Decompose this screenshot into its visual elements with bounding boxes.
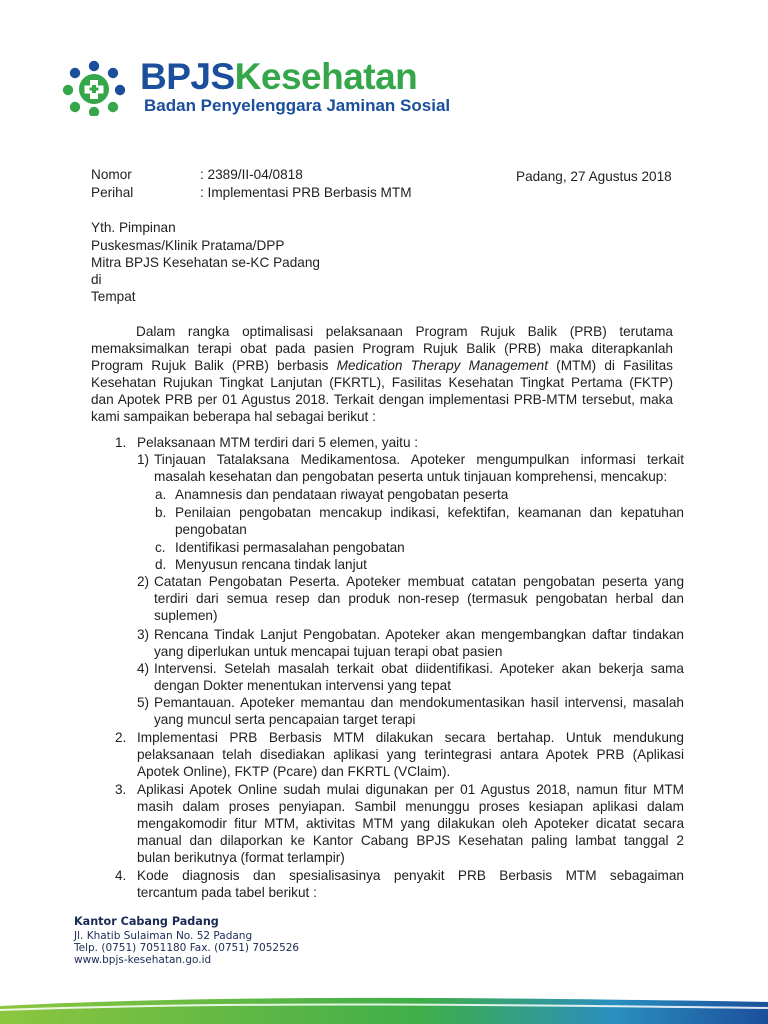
- item-4-line-2: tercantum pada tabel berikut :: [137, 885, 317, 900]
- recipient-line-2: Puskesmas/Klinik Pratama/DPP: [91, 238, 285, 253]
- letter-date: Padang, 27 Agustus 2018: [516, 169, 672, 184]
- item-2-line-1: Implementasi PRB Berbasis MTM dilakukan secara bertahap. Untuk mendukung: [137, 730, 684, 745]
- intro-line-1: Dalam rangka optimalisasi pelaksanaan Program Rujuk Balik (PRB) terutama: [136, 324, 673, 339]
- sub-2-line-3: suplemen): [154, 608, 218, 623]
- sub-4-line-1: Intervensi. Setelah masalah terkait obat diidentifikasi. Apoteker akan bekerja sama: [154, 661, 684, 676]
- item-2-line-2: pelaksanaan telah disediakan aplikasi yang terintegrasi antara Apotek PRB (Aplikasi: [137, 747, 684, 762]
- sub-b-line-1: Penilaian pengobatan mencakup indikasi, kefektifan, keamanan dan kepatuhan: [175, 505, 684, 520]
- sub-2-number: 2): [137, 574, 150, 589]
- bpjs-logo-icon: [62, 60, 126, 116]
- brand-name-kesehatan: Kesehatan: [234, 56, 418, 97]
- sub-5-line-1: Pemantauan. Apoteker memantau dan mendokumentasikan hasil intervensi, masalah: [154, 695, 684, 710]
- sub-2-line-1: Catatan Pengobatan Peserta. Apoteker membuat catatan pengobatan peserta yang: [154, 574, 684, 589]
- sub-1-line-2: masalah kesehatan dan pengobatan peserta untuk tinjauan komprehensi, mencakup:: [154, 469, 668, 484]
- sub-5-line-2: yang muncul serta pencapaian target terapi: [154, 712, 416, 727]
- sub-5-number: 5): [137, 695, 150, 710]
- sub-1-line-1: Tinjauan Tatalaksana Medikamentosa. Apoteker mengumpulkan informasi terkait: [154, 452, 684, 467]
- intro-line-3-b: (MTM) di Fasilitas: [547, 358, 673, 373]
- sub-3-number: 3): [137, 627, 150, 642]
- sub-2-line-2: terdiri dari semua resep dan produk non-resep (termasuk pengobatan herbal dan: [154, 591, 684, 606]
- perihal-value: : Implementasi PRB Berbasis MTM: [200, 185, 412, 200]
- sub-d-text: Menyusun rencana tindak lanjut: [175, 557, 367, 572]
- intro-line-4: Kesehatan Rujukan Tingkat Lanjutan (FKRTL), Fasilitas Kesehatan Tingkat Pertama (FKTP): [91, 375, 673, 390]
- item-3-line-4: manual dan dilaporkan ke Kantor Cabang BPJS Kesehatan paling lambat tanggal 2: [137, 833, 684, 848]
- intro-line-5: dan Apotek PRB per 01 Agustus 2018. Terkait dengan implementasi PRB-MTM tersebut, maka: [91, 392, 673, 407]
- sub-b-line-2: pengobatan: [175, 522, 247, 537]
- footer-address: Jl. Khatib Sulaiman No. 52 Padang: [74, 930, 253, 942]
- intro-line-3: [91, 357, 673, 374]
- item-3-line-3: mengakomodir fitur MTM, aktivitas MTM yang dilakukan oleh Apoteker dicatat secara: [137, 816, 684, 831]
- item-2-number: 2.: [115, 730, 127, 745]
- nomor-value: : 2389/II-04/0818: [200, 167, 303, 182]
- sub-4-number: 4): [137, 661, 150, 676]
- sub-3-line-2: yang diperlukan untuk mencapai tujuan terapi obat pasien: [154, 644, 503, 659]
- footer-color-band: [0, 992, 768, 1024]
- footer-website[interactable]: www.bpjs-kesehatan.go.id: [74, 954, 212, 966]
- recipient-line-5: Tempat: [91, 289, 136, 304]
- item-4-number: 4.: [115, 868, 127, 883]
- perihal-label: Perihal: [91, 185, 134, 200]
- sub-a-number: a.: [155, 487, 167, 502]
- sub-c-number: c.: [155, 540, 166, 555]
- sub-4-line-2: dengan Dokter menentukan intervensi yang tepat: [154, 678, 451, 693]
- intro-line-2: memaksimalkan terapi obat pada pasien Program Rujuk Balik (PRB) maka diterapkanlah: [91, 341, 673, 356]
- recipient-line-3: Mitra BPJS Kesehatan se-KC Padang: [91, 255, 320, 270]
- footer-phone: Telp. (0751) 7051180 Fax. (0751) 7052526: [74, 942, 300, 954]
- item-3-line-2: masih dalam proses penyiapan. Sambil menunggu proses kesiapan aplikasi dalam: [137, 799, 684, 814]
- item-3-line-1: Aplikasi Apotek Online sudah mulai digunakan per 01 Agustus 2018, namun fitur MTM: [137, 782, 684, 797]
- item-1-text: Pelaksanaan MTM terdiri dari 5 elemen, yaitu :: [137, 435, 419, 450]
- sub-b-number: b.: [155, 505, 167, 520]
- intro-line-6: kami sampaikan beberapa hal sebagai berikut :: [91, 409, 376, 424]
- item-1-number: 1.: [115, 435, 127, 450]
- sub-a-text: Anamnesis dan pendataan riwayat pengobatan peserta: [175, 487, 509, 502]
- item-3-number: 3.: [115, 782, 127, 797]
- sub-c-text: Identifikasi permasalahan pengobatan: [175, 540, 405, 555]
- brand-name: [140, 56, 417, 98]
- item-4-line-1: Kode diagnosis dan spesialisasinya penyakit PRB Berbasis MTM sebagaiman: [137, 868, 684, 883]
- recipient-line-1: Yth. Pimpinan: [91, 220, 176, 235]
- sub-1-number: 1): [137, 452, 150, 467]
- item-3-line-5: bulan berikutnya (format terlampir): [137, 850, 345, 865]
- bpjs-logo: [62, 56, 462, 120]
- sub-3-line-1: Rencana Tindak Lanjut Pengobatan. Apoteker akan mengembangkan daftar tindakan: [154, 627, 684, 642]
- nomor-label: Nomor: [91, 167, 132, 182]
- intro-line-3-a: Program Rujuk Balik (PRB) berbasis: [91, 358, 337, 373]
- recipient-line-4: di: [91, 272, 102, 287]
- footer-office: Kantor Cabang Padang: [74, 915, 219, 928]
- brand-name-bpjs: BPJS: [140, 56, 235, 97]
- brand-tagline: Badan Penyelenggara Jaminan Sosial: [144, 96, 451, 115]
- item-2-line-3: Apotek Online), FKTP (Pcare) dan FKRTL (VClaim).: [137, 764, 451, 779]
- sub-d-number: d.: [155, 557, 167, 572]
- intro-line-3-em: Medication Therapy Management: [336, 358, 548, 373]
